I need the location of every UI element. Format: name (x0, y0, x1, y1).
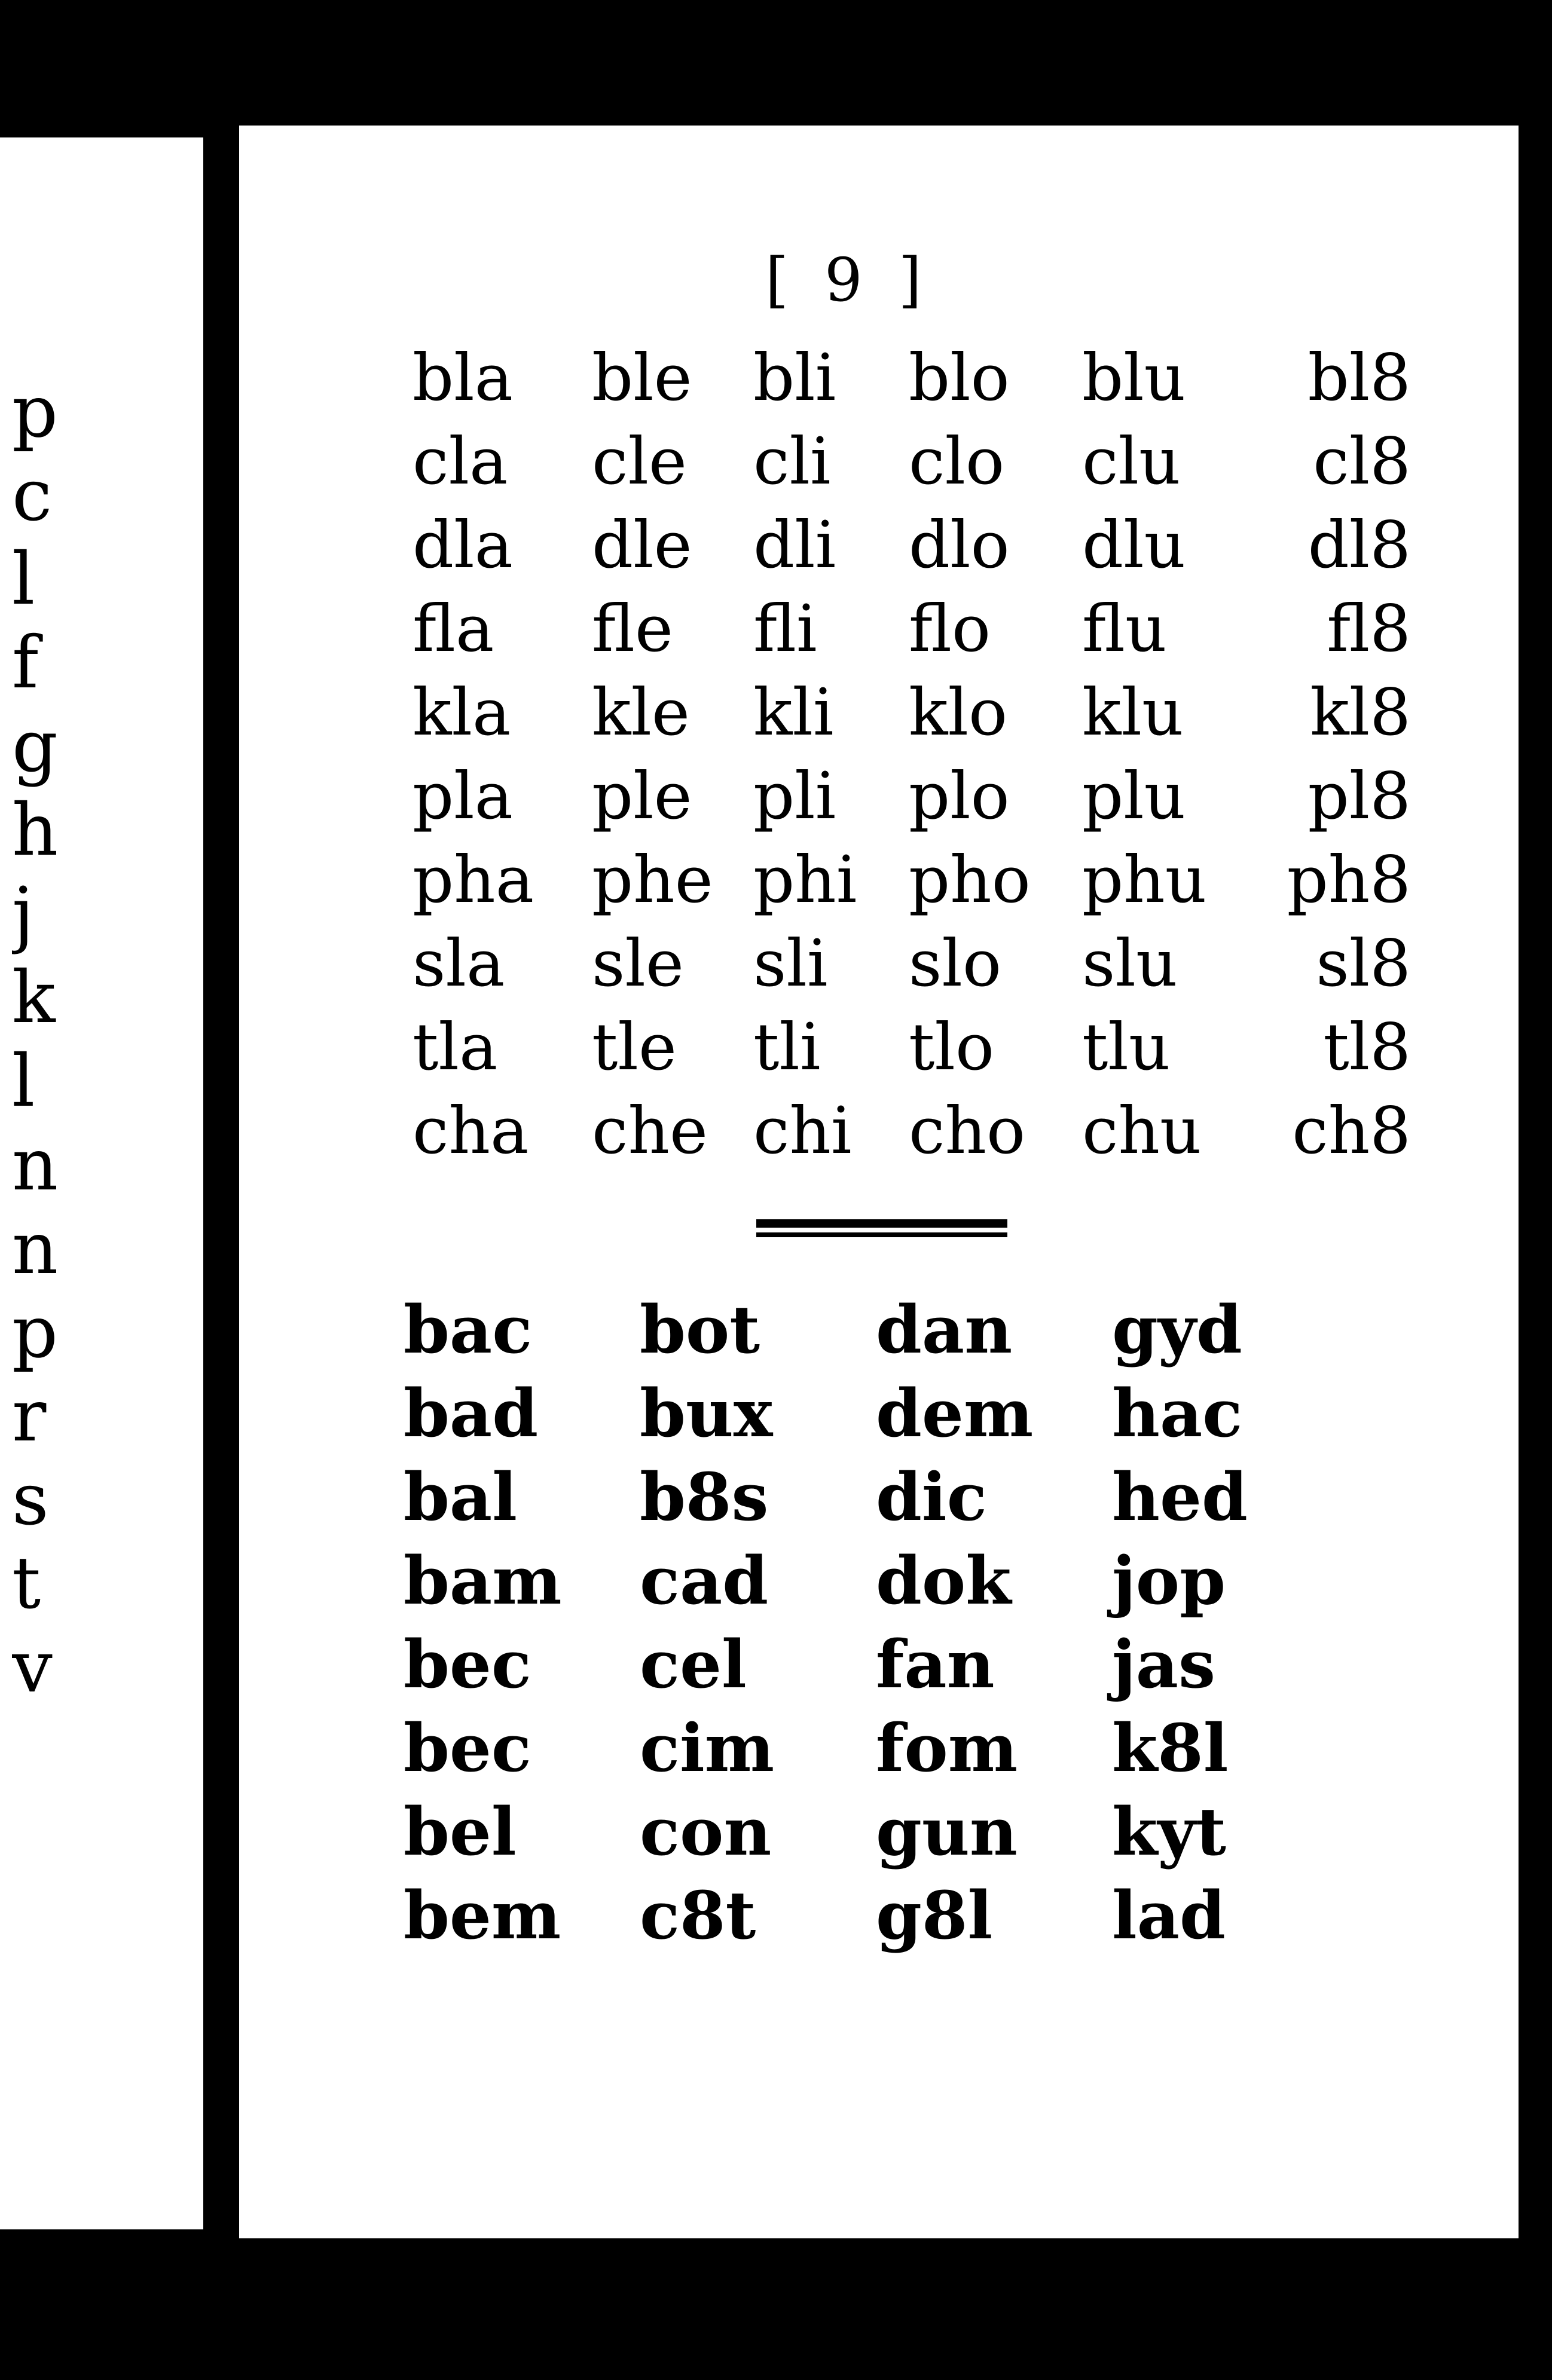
word-cell: bec (404, 1626, 531, 1703)
syllable-cell: pla (413, 759, 514, 834)
left-page-strip (0, 137, 203, 2229)
left-letter: v (12, 1626, 53, 1709)
word-cell: dok (876, 1542, 1012, 1619)
word-cell: cel (640, 1626, 747, 1703)
left-letter: g (12, 705, 58, 788)
syllable-cell: che (592, 1094, 708, 1168)
syllable-cell: sl8 (1316, 926, 1411, 1001)
left-letter: n (12, 1124, 59, 1207)
syllable-cell: chi (753, 1094, 852, 1168)
syllable-cell: phe (592, 843, 713, 917)
syllable-cell: dle (592, 508, 692, 583)
word-cell: con (640, 1793, 772, 1870)
word-table (404, 1291, 1291, 1960)
page-number (765, 245, 922, 315)
syllable-cell: plo (909, 759, 1010, 834)
word-cell: jop (1112, 1542, 1226, 1619)
word-cell: bem (404, 1877, 561, 1954)
syllable-cell: bli (753, 341, 836, 415)
syllable-cell: klo (909, 675, 1008, 750)
syllable-cell: ph8 (1287, 843, 1411, 917)
bracket-open: [ (765, 245, 789, 315)
left-page-letter-column (12, 371, 84, 1709)
syllable-cell: pli (753, 759, 836, 834)
word-cell: gyd (1112, 1291, 1242, 1368)
syllable-cell: sli (753, 926, 828, 1001)
syllable-cell: bla (413, 341, 514, 415)
syllable-cell: pha (413, 843, 534, 917)
word-cell: kyt (1112, 1793, 1226, 1870)
syllable-cell: cla (413, 424, 508, 499)
syllable-cell: sle (592, 926, 684, 1001)
syllable-cell: dla (413, 508, 514, 583)
syllable-cell: tli (753, 1010, 821, 1085)
section-divider-rule (756, 1219, 1007, 1237)
syllable-cell: dl8 (1307, 508, 1411, 583)
word-cell: bec (404, 1709, 531, 1786)
syllable-cell: blu (1082, 341, 1186, 415)
syllable-cell: klu (1082, 675, 1184, 750)
syllable-cell: cle (592, 424, 687, 499)
word-cell: bot (640, 1291, 760, 1368)
syllable-cell: dlu (1082, 508, 1186, 583)
syllable-cell: phu (1082, 843, 1207, 917)
syllable-cell: sla (413, 926, 505, 1001)
word-cell: dem (876, 1375, 1034, 1452)
left-letter: j (12, 873, 35, 956)
word-cell: bel (404, 1793, 517, 1870)
left-letter: r (12, 1375, 47, 1458)
syllable-cell: ch8 (1292, 1094, 1411, 1168)
syllable-cell: tla (413, 1010, 498, 1085)
word-cell: jas (1112, 1626, 1216, 1703)
word-cell: k8l (1112, 1709, 1229, 1786)
word-cell: lad (1112, 1877, 1226, 1954)
page-number-value: 9 (824, 245, 863, 315)
syllable-cell: clo (909, 424, 1005, 499)
left-letter: p (12, 1291, 58, 1374)
word-cell: fan (876, 1626, 995, 1703)
syllable-cell: kla (413, 675, 511, 750)
syllable-cell: tlu (1082, 1010, 1171, 1085)
left-letter: n (12, 1207, 59, 1290)
left-letter: f (12, 622, 39, 705)
left-letter: l (12, 1040, 35, 1123)
syllable-cell: cho (909, 1094, 1026, 1168)
syllable-cell: phi (753, 843, 857, 917)
word-cell: cad (640, 1542, 769, 1619)
syllable-cell: tle (592, 1010, 677, 1085)
syllable-cell: pl8 (1307, 759, 1411, 834)
syllable-cell: cha (413, 1094, 529, 1168)
syllable-cell: ple (592, 759, 692, 834)
syllable-cell: flo (909, 592, 991, 666)
syllable-cell: dli (753, 508, 836, 583)
syllable-cell: kle (592, 675, 690, 750)
syllable-cell: slu (1082, 926, 1178, 1001)
syllable-cell: chu (1082, 1094, 1202, 1168)
word-cell: g8l (876, 1877, 993, 1954)
word-cell: hed (1112, 1458, 1248, 1535)
syllable-cell: tl8 (1323, 1010, 1411, 1085)
word-cell: bad (404, 1375, 539, 1452)
syllable-cell: bl8 (1307, 341, 1411, 415)
word-cell: b8s (640, 1458, 769, 1535)
left-letter: k (12, 956, 56, 1039)
word-cell: bux (640, 1375, 773, 1452)
syllable-cell: fli (753, 592, 817, 666)
word-cell: gun (876, 1793, 1018, 1870)
syllable-cell: cli (753, 424, 831, 499)
syllable-cell: dlo (909, 508, 1010, 583)
word-cell: c8t (640, 1877, 756, 1954)
syllable-cell: slo (909, 926, 1001, 1001)
syllable-cell: tlo (909, 1010, 994, 1085)
syllable-table (413, 341, 1411, 1177)
bracket-close: ] (898, 245, 922, 315)
syllable-cell: fla (413, 592, 494, 666)
word-cell: bam (404, 1542, 562, 1619)
left-letter: p (12, 371, 58, 454)
syllable-cell: pho (909, 843, 1031, 917)
syllable-cell: cl8 (1313, 424, 1411, 499)
word-cell: bac (404, 1291, 533, 1368)
left-letter: t (12, 1542, 41, 1625)
left-letter: c (12, 454, 53, 537)
word-cell: dic (876, 1458, 987, 1535)
syllable-cell: fl8 (1327, 592, 1411, 666)
left-letter: l (12, 538, 35, 621)
syllable-cell: kl8 (1310, 675, 1411, 750)
syllable-cell: plu (1082, 759, 1186, 834)
syllable-cell: fle (592, 592, 673, 666)
syllable-cell: kli (753, 675, 834, 750)
syllable-cell: ble (592, 341, 692, 415)
syllable-cell: flu (1082, 592, 1167, 666)
word-cell: bal (404, 1458, 517, 1535)
word-cell: hac (1112, 1375, 1243, 1452)
word-cell: dan (876, 1291, 1013, 1368)
word-cell: cim (640, 1709, 775, 1786)
syllable-cell: clu (1082, 424, 1181, 499)
left-letter: h (12, 789, 59, 872)
left-letter: s (12, 1458, 49, 1541)
syllable-cell: blo (909, 341, 1010, 415)
word-cell: fom (876, 1709, 1018, 1786)
